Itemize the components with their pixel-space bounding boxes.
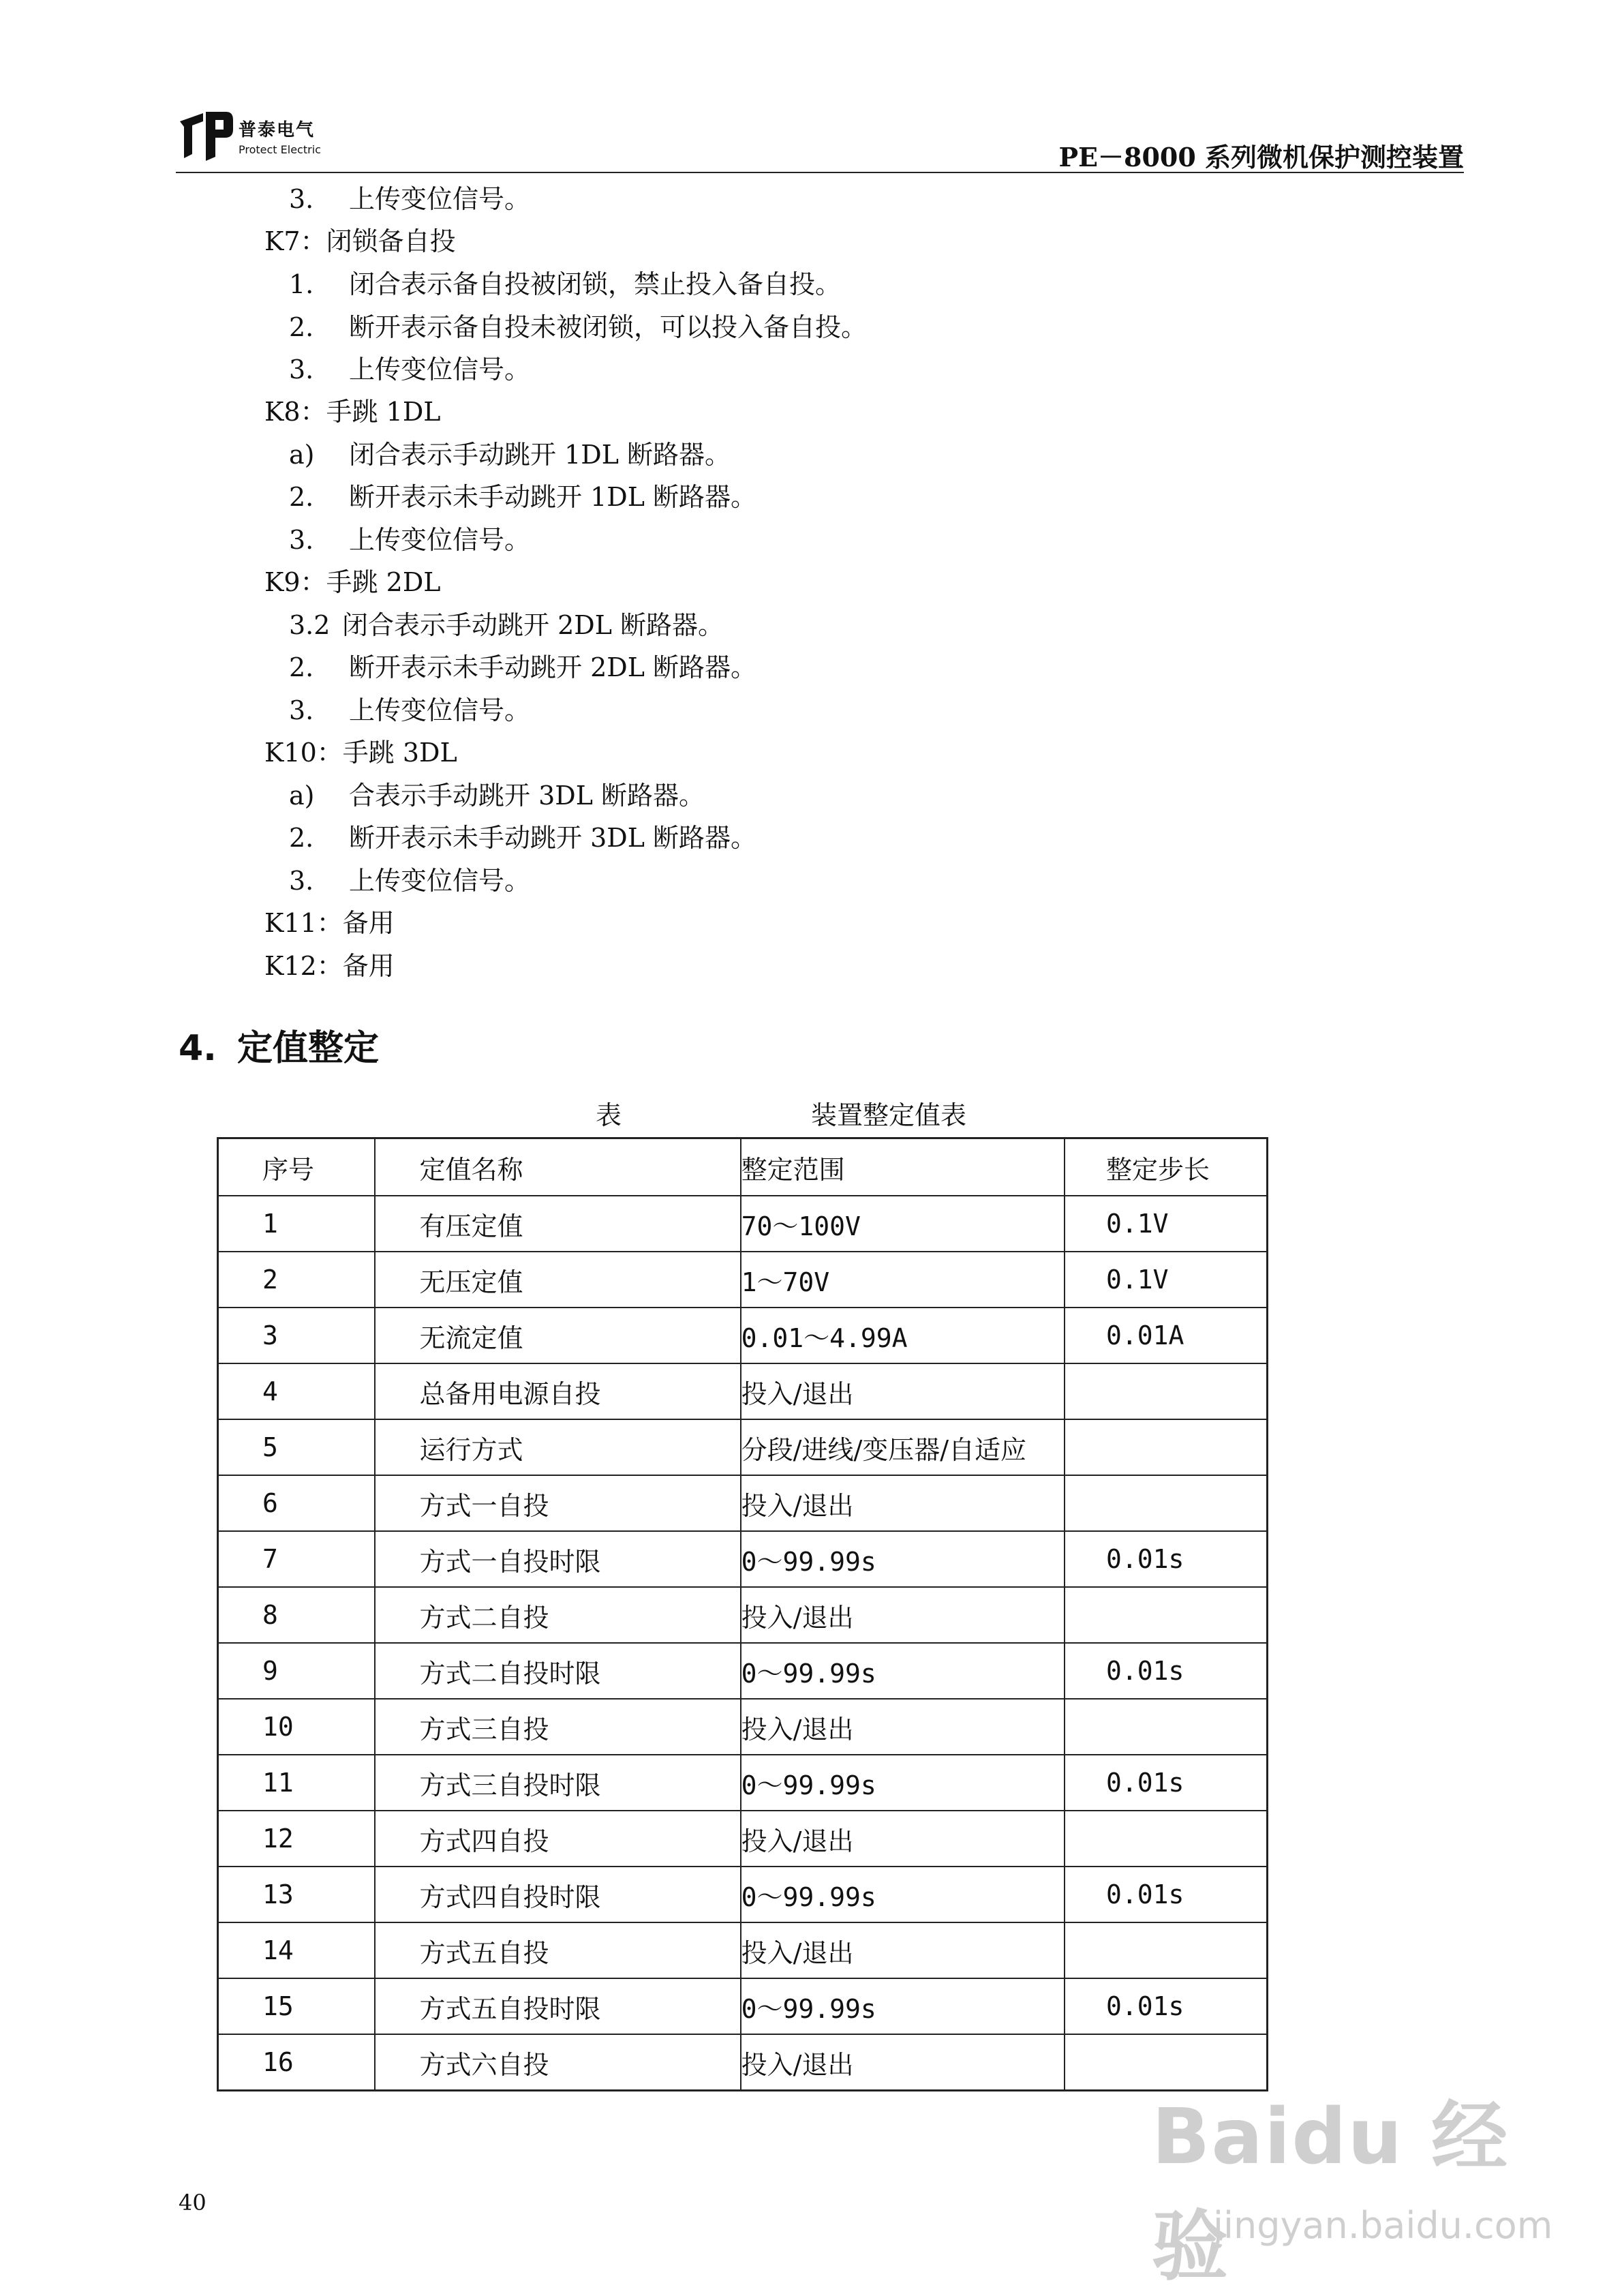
table-caption-title: 装置整定值表 xyxy=(811,1100,967,1130)
table-cell xyxy=(1065,1419,1268,1475)
table-cell: 14 xyxy=(218,1922,376,1978)
table-cell: 10 xyxy=(218,1699,376,1755)
table-cell: 分段/进线/变压器/自适应 xyxy=(741,1419,1065,1475)
table-cell: 0.01s xyxy=(1065,1531,1268,1587)
section-heading: 4. 定值整定 xyxy=(179,1028,379,1069)
table-cell: 0.01s xyxy=(1065,1643,1268,1699)
table-cell: 15 xyxy=(218,1978,376,2034)
table-cell: 0～99.99s xyxy=(741,1867,1065,1922)
table-cell xyxy=(1065,1922,1268,1978)
column-header: 整定范围 xyxy=(741,1138,1065,1196)
brand-name-en: Protect Electric xyxy=(239,143,321,156)
table-cell: 方式一自投 xyxy=(375,1475,740,1531)
list-item: 3. 上传变位信号。 xyxy=(289,525,531,555)
table-row xyxy=(218,1196,1268,1252)
table-cell: 方式六自投 xyxy=(375,2034,740,2091)
table-cell: 4 xyxy=(218,1363,376,1419)
table-cell: 0～99.99s xyxy=(741,1978,1065,2034)
table-row xyxy=(218,2034,1268,2091)
list-item: 1. 闭合表示备自投被闭锁，禁止投入备自投。 xyxy=(289,269,842,299)
watermark-logo: Baidu 经验 xyxy=(1152,2093,1510,2291)
header-divider xyxy=(176,172,1464,173)
table-row xyxy=(218,1363,1268,1419)
column-header: 整定步长 xyxy=(1065,1138,1268,1196)
table-cell: 0.1V xyxy=(1065,1196,1268,1252)
table-cell: 0.01s xyxy=(1065,1867,1268,1922)
list-item: 2. 断开表示备自投未被闭锁，可以投入备自投。 xyxy=(289,312,868,342)
table-cell: 投入/退出 xyxy=(741,1922,1065,1978)
table-row xyxy=(218,1531,1268,1587)
watermark xyxy=(1152,2076,1553,2291)
table-cell: 70～100V xyxy=(741,1196,1065,1252)
table-cell: 投入/退出 xyxy=(741,1587,1065,1643)
table-cell: 方式二自投时限 xyxy=(375,1643,740,1699)
table-row xyxy=(218,1587,1268,1643)
table-cell: 16 xyxy=(218,2034,376,2091)
table-row xyxy=(218,1811,1268,1867)
table-row xyxy=(218,1978,1268,2034)
table-cell xyxy=(1065,1699,1268,1755)
list-item: 3. 上传变位信号。 xyxy=(289,695,531,725)
table-cell: 0.01～4.99A xyxy=(741,1308,1065,1363)
table-cell: 7 xyxy=(218,1531,376,1587)
table-cell: 9 xyxy=(218,1643,376,1699)
table-cell: 有压定值 xyxy=(375,1196,740,1252)
section-title: K10：手跳 3DL xyxy=(264,738,457,768)
table-cell: 2 xyxy=(218,1252,376,1308)
table-row xyxy=(218,1699,1268,1755)
list-item: 3.2 闭合表示手动跳开 2DL 断路器。 xyxy=(289,610,724,640)
table-cell: 无流定值 xyxy=(375,1308,740,1363)
table-cell: 投入/退出 xyxy=(741,1699,1065,1755)
table-cell: 0.1V xyxy=(1065,1252,1268,1308)
company-logo xyxy=(176,106,380,168)
list-item: 2. 断开表示未手动跳开 2DL 断路器。 xyxy=(289,652,757,682)
table-cell: 1～70V xyxy=(741,1252,1065,1308)
table-row xyxy=(218,1867,1268,1922)
table-cell: 投入/退出 xyxy=(741,1363,1065,1419)
table-caption-label: 表 xyxy=(596,1100,622,1130)
table-cell: 方式二自投 xyxy=(375,1587,740,1643)
table-cell xyxy=(1065,1587,1268,1643)
logo-mark-icon xyxy=(176,106,234,165)
list-item: 3. 上传变位信号。 xyxy=(289,354,531,384)
table-row xyxy=(218,1308,1268,1363)
table-cell: 0.01s xyxy=(1065,1755,1268,1811)
table-cell: 0～99.99s xyxy=(741,1755,1065,1811)
table-cell: 投入/退出 xyxy=(741,2034,1065,2091)
table-cell: 6 xyxy=(218,1475,376,1531)
table-cell: 8 xyxy=(218,1587,376,1643)
table-cell xyxy=(1065,1811,1268,1867)
table-cell: 投入/退出 xyxy=(741,1475,1065,1531)
table-cell: 方式一自投时限 xyxy=(375,1531,740,1587)
page-header xyxy=(176,101,1464,176)
table-cell: 方式五自投 xyxy=(375,1922,740,1978)
list-item: 2. 断开表示未手动跳开 1DL 断路器。 xyxy=(289,482,757,512)
list-item: 3. 上传变位信号。 xyxy=(289,866,531,896)
list-item: a) 合表示手动跳开 3DL 断路器。 xyxy=(289,781,705,811)
table-cell xyxy=(1065,1475,1268,1531)
table-header-row xyxy=(218,1138,1268,1196)
document-title: PE－8000 系列微机保护测控装置 xyxy=(1058,142,1464,172)
table-cell: 12 xyxy=(218,1811,376,1867)
watermark-url: jingyan.baidu.com xyxy=(1213,2204,1553,2247)
column-header: 定值名称 xyxy=(375,1138,740,1196)
table-cell: 0～99.99s xyxy=(741,1643,1065,1699)
table-cell xyxy=(1065,1363,1268,1419)
table-cell: 0.01s xyxy=(1065,1978,1268,2034)
list-item: 3. 上传变位信号。 xyxy=(289,184,531,214)
page-number: 40 xyxy=(179,2190,206,2216)
section-title: K11：备用 xyxy=(264,908,395,938)
section-title: K12：备用 xyxy=(264,951,395,981)
table-row xyxy=(218,1922,1268,1978)
section-title: K7：闭锁备自投 xyxy=(264,226,456,256)
table-row xyxy=(218,1419,1268,1475)
column-header: 序号 xyxy=(218,1138,376,1196)
table-cell: 11 xyxy=(218,1755,376,1811)
table-row xyxy=(218,1643,1268,1699)
table-cell: 1 xyxy=(218,1196,376,1252)
table-row xyxy=(218,1475,1268,1531)
list-item: 2. 断开表示未手动跳开 3DL 断路器。 xyxy=(289,823,757,853)
settings-table xyxy=(217,1137,1268,2091)
table-row xyxy=(218,1252,1268,1308)
table-row xyxy=(218,1755,1268,1811)
table-cell: 投入/退出 xyxy=(741,1811,1065,1867)
table-cell: 方式五自投时限 xyxy=(375,1978,740,2034)
section-title: K8：手跳 1DL xyxy=(264,397,441,427)
table-cell: 0～99.99s xyxy=(741,1531,1065,1587)
table-cell: 0.01A xyxy=(1065,1308,1268,1363)
table-cell: 方式三自投 xyxy=(375,1699,740,1755)
table-cell: 3 xyxy=(218,1308,376,1363)
list-item: a) 闭合表示手动跳开 1DL 断路器。 xyxy=(289,440,731,470)
section-title: K9：手跳 2DL xyxy=(264,567,441,597)
brand-name: 普泰电气 xyxy=(239,120,316,140)
table-cell: 运行方式 xyxy=(375,1419,740,1475)
table-cell: 13 xyxy=(218,1867,376,1922)
table-cell: 方式四自投 xyxy=(375,1811,740,1867)
table-cell: 方式四自投时限 xyxy=(375,1867,740,1922)
table-cell: 无压定值 xyxy=(375,1252,740,1308)
table-cell: 方式三自投时限 xyxy=(375,1755,740,1811)
table-cell: 总备用电源自投 xyxy=(375,1363,740,1419)
table-cell: 5 xyxy=(218,1419,376,1475)
